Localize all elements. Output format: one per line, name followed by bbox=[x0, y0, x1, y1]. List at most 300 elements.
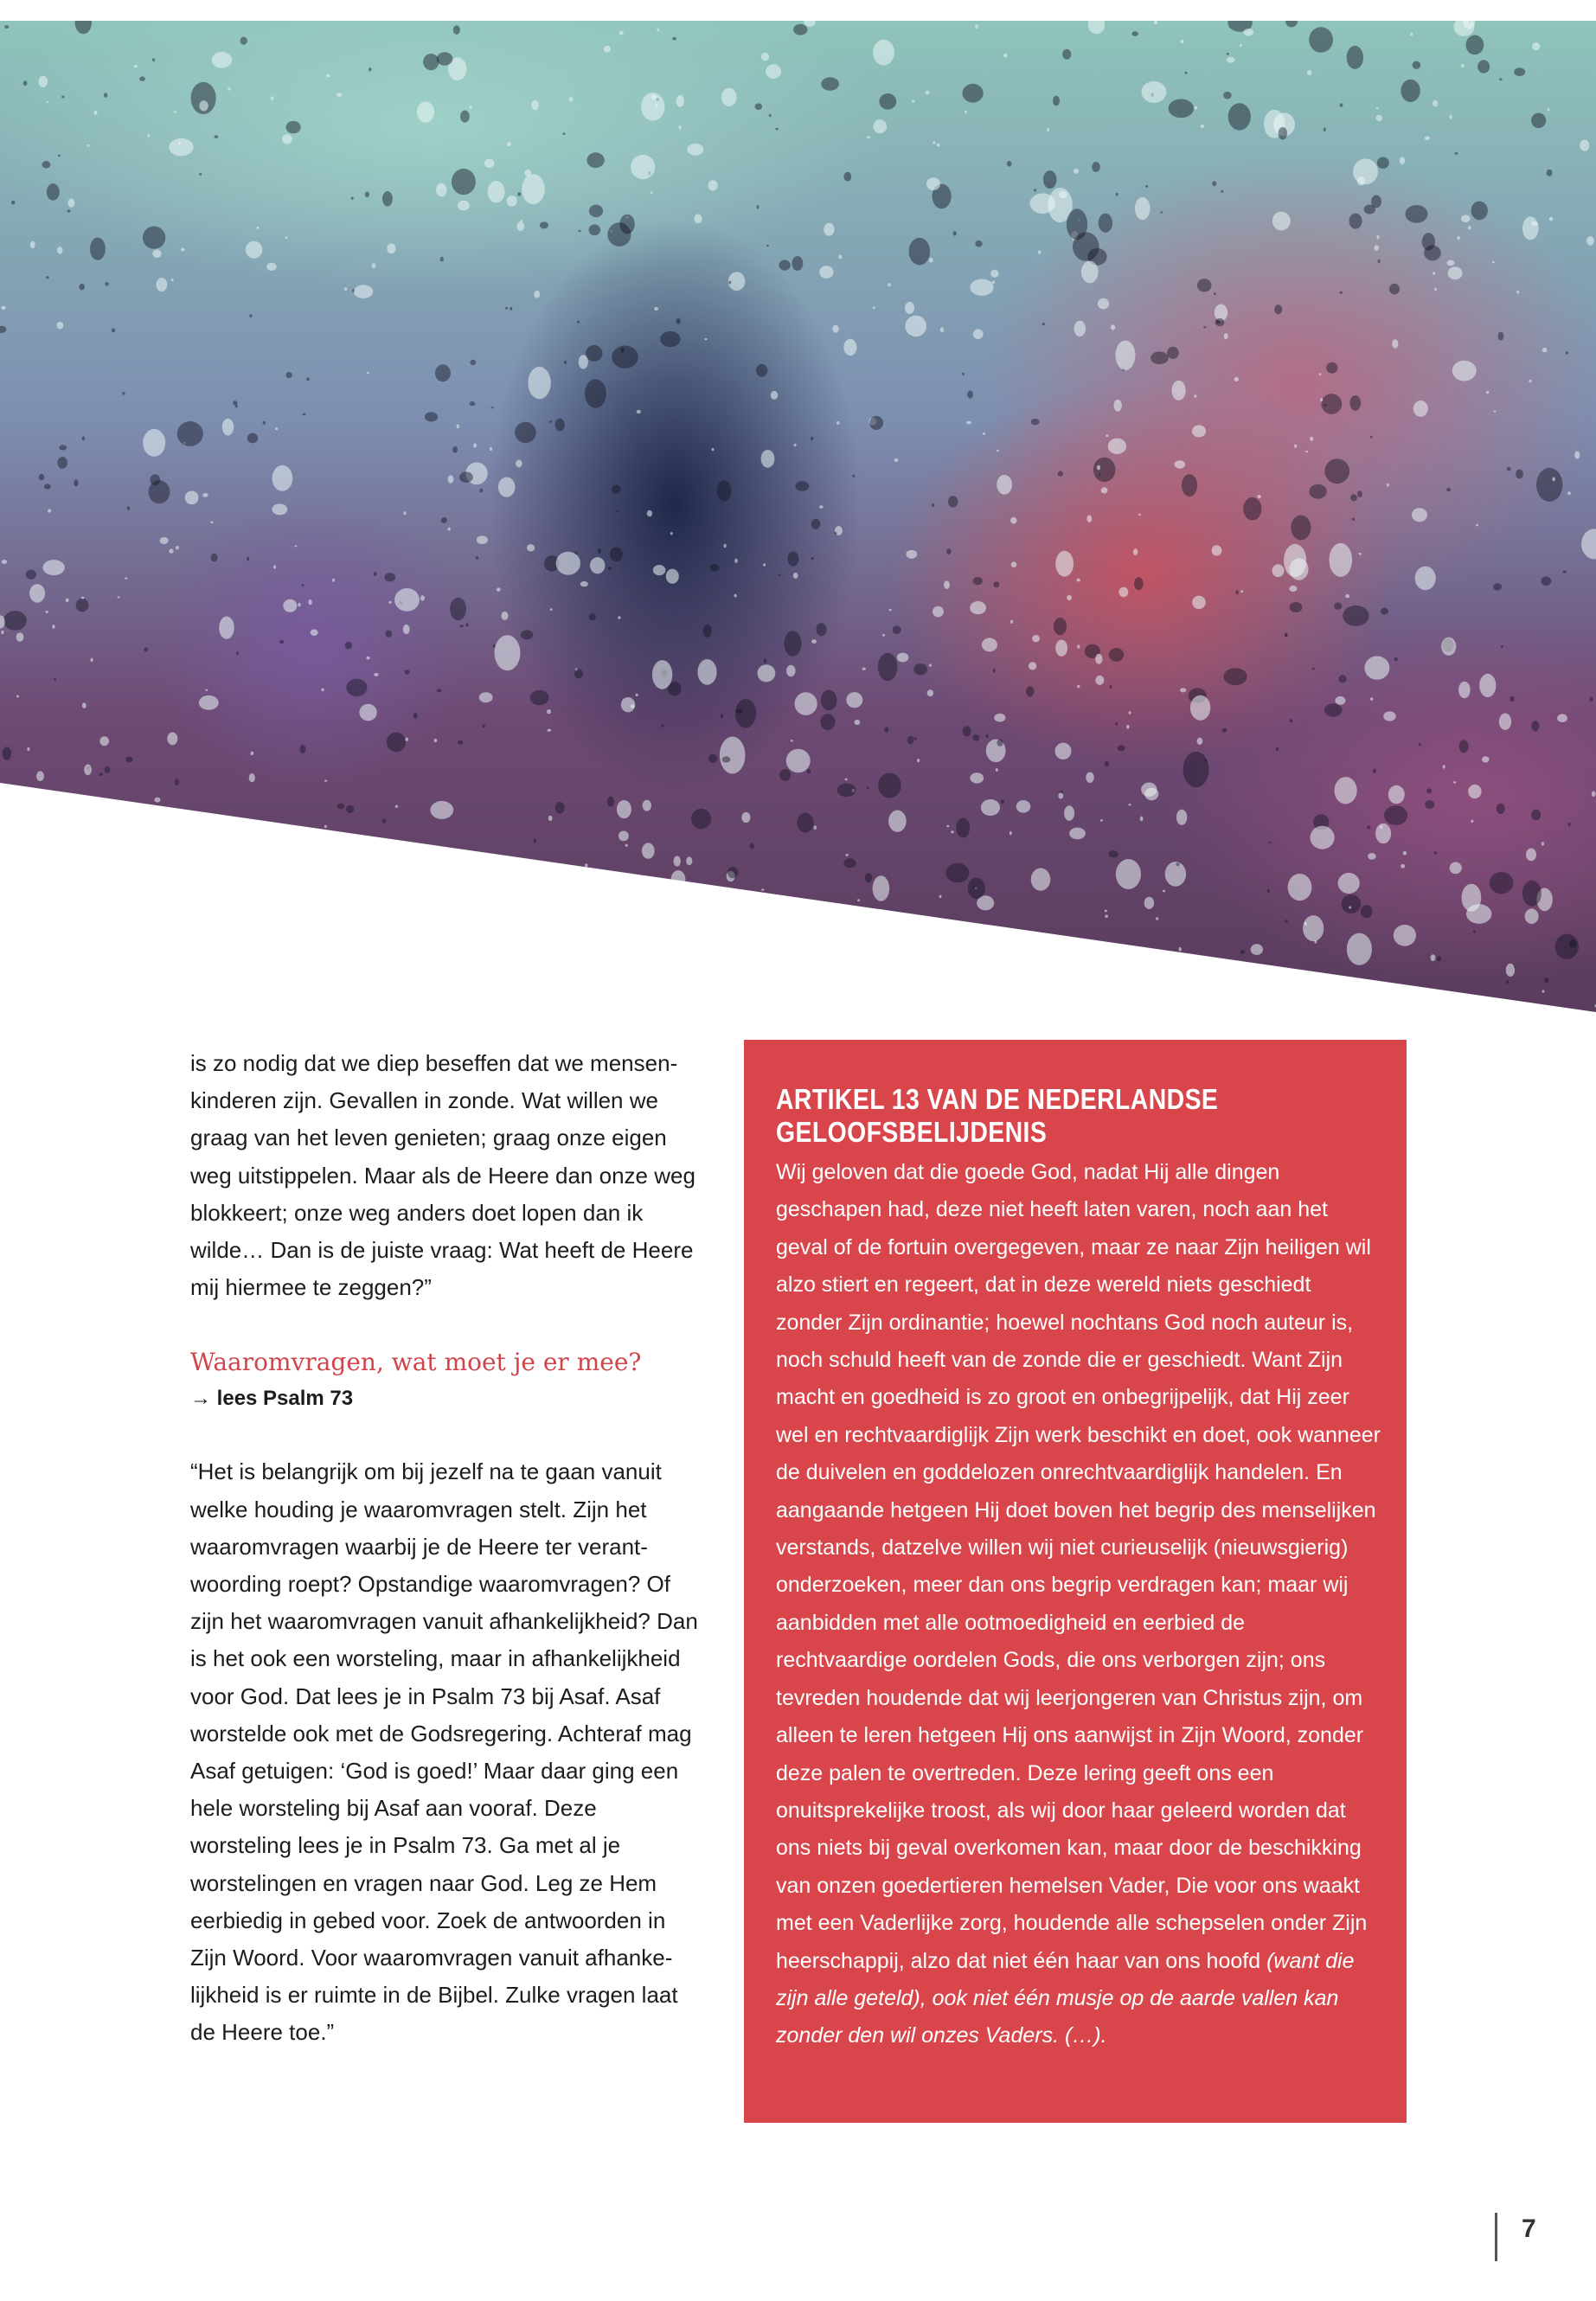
raindrop bbox=[710, 564, 720, 572]
raindrop bbox=[1043, 170, 1057, 189]
raindrop bbox=[1425, 800, 1434, 809]
raindrop bbox=[1324, 404, 1326, 407]
raindrop bbox=[67, 199, 74, 208]
raindrop bbox=[105, 282, 108, 286]
raindrop bbox=[1349, 214, 1362, 229]
raindrop bbox=[811, 990, 819, 997]
raindrop bbox=[301, 584, 304, 586]
raindrop bbox=[127, 506, 130, 510]
raindrop bbox=[294, 545, 297, 547]
raindrop bbox=[821, 689, 837, 710]
raindrop bbox=[1059, 191, 1067, 198]
raindrop bbox=[534, 839, 536, 843]
raindrop bbox=[953, 231, 957, 236]
raindrop bbox=[403, 511, 406, 515]
raindrop bbox=[417, 101, 434, 122]
raindrop bbox=[1542, 990, 1545, 993]
raindrop bbox=[1234, 377, 1239, 381]
raindrop bbox=[450, 598, 466, 620]
raindrop bbox=[11, 201, 15, 205]
raindrop bbox=[392, 951, 400, 959]
raindrop bbox=[917, 759, 920, 762]
raindrop bbox=[1335, 777, 1357, 804]
raindrop bbox=[1509, 696, 1514, 702]
raindrop bbox=[527, 544, 535, 551]
raindrop bbox=[1192, 425, 1206, 437]
raindrop bbox=[491, 407, 494, 408]
raindrop bbox=[1279, 127, 1287, 140]
raindrop bbox=[1272, 564, 1285, 577]
raindrop bbox=[1370, 697, 1374, 701]
raindrop bbox=[973, 577, 983, 585]
raindrop bbox=[867, 786, 869, 789]
raindrop bbox=[905, 302, 914, 314]
raindrop bbox=[1138, 964, 1144, 971]
left-column bbox=[190, 1045, 701, 2052]
raindrop bbox=[1359, 553, 1362, 555]
raindrop bbox=[1544, 977, 1548, 983]
raindrop bbox=[926, 963, 930, 965]
raindrop bbox=[1265, 991, 1267, 994]
raindrop bbox=[1111, 984, 1128, 998]
raindrop bbox=[1223, 92, 1231, 99]
raindrop bbox=[1376, 107, 1379, 109]
raindrop bbox=[837, 784, 856, 798]
raindrop bbox=[637, 410, 641, 413]
raindrop bbox=[465, 977, 468, 981]
raindrop bbox=[792, 256, 804, 271]
raindrop bbox=[1590, 696, 1593, 702]
raindrop bbox=[643, 800, 651, 811]
raindrop bbox=[177, 421, 203, 446]
raindrop bbox=[1074, 169, 1079, 174]
raindrop bbox=[766, 64, 781, 79]
raindrop bbox=[79, 284, 85, 290]
raindrop bbox=[76, 599, 89, 612]
raindrop bbox=[1240, 44, 1242, 47]
raindrop bbox=[907, 736, 913, 745]
raindrop bbox=[332, 579, 335, 582]
raindrop bbox=[1542, 842, 1544, 845]
raindrop bbox=[1343, 606, 1368, 626]
raindrop bbox=[395, 883, 413, 907]
raindrop bbox=[152, 249, 161, 258]
raindrop bbox=[490, 447, 492, 451]
raindrop bbox=[845, 854, 848, 856]
raindrop bbox=[367, 372, 369, 374]
raindrop bbox=[929, 664, 932, 667]
raindrop bbox=[1425, 137, 1430, 140]
raindrop bbox=[1516, 470, 1523, 479]
raindrop bbox=[654, 307, 658, 311]
raindrop bbox=[1446, 260, 1454, 266]
raindrop bbox=[1525, 908, 1539, 924]
raindrop bbox=[550, 964, 576, 997]
raindrop bbox=[12, 807, 32, 825]
raindrop bbox=[1586, 236, 1594, 246]
raindrop bbox=[1016, 800, 1031, 813]
raindrop bbox=[0, 933, 2, 935]
raindrop bbox=[1387, 484, 1389, 487]
raindrop bbox=[118, 596, 120, 598]
raindrop bbox=[516, 221, 524, 231]
raindrop bbox=[1097, 465, 1100, 471]
raindrop bbox=[470, 401, 476, 406]
raindrop bbox=[845, 779, 848, 781]
raindrop bbox=[990, 270, 998, 278]
raindrop bbox=[1243, 497, 1261, 521]
raindrop bbox=[1162, 997, 1164, 999]
raindrop bbox=[1038, 250, 1041, 254]
raindrop bbox=[621, 348, 625, 353]
raindrop bbox=[956, 818, 970, 838]
raindrop bbox=[589, 205, 603, 218]
raindrop bbox=[724, 544, 727, 548]
raindrop bbox=[448, 528, 451, 531]
raindrop bbox=[1567, 491, 1571, 495]
raindrop bbox=[0, 326, 6, 333]
raindrop bbox=[233, 401, 237, 405]
raindrop bbox=[1064, 805, 1074, 821]
raindrop bbox=[484, 159, 495, 168]
raindrop bbox=[345, 642, 352, 650]
raindrop bbox=[249, 773, 255, 782]
raindrop bbox=[1215, 318, 1225, 326]
raindrop bbox=[1016, 933, 1018, 937]
raindrop bbox=[284, 828, 288, 832]
raindrop bbox=[647, 510, 652, 516]
raindrop bbox=[1342, 894, 1362, 913]
raindrop bbox=[497, 587, 501, 592]
raindrop bbox=[1144, 897, 1154, 909]
raindrop bbox=[888, 811, 907, 832]
raindrop bbox=[244, 904, 260, 919]
raindrop bbox=[479, 489, 483, 493]
raindrop bbox=[585, 379, 606, 407]
raindrop bbox=[1100, 819, 1103, 822]
raindrop bbox=[266, 263, 276, 271]
raindrop bbox=[1074, 321, 1086, 336]
raindrop bbox=[1069, 828, 1086, 840]
raindrop bbox=[1108, 439, 1126, 454]
raindrop bbox=[484, 982, 511, 1012]
raindrop bbox=[1224, 668, 1247, 685]
raindrop bbox=[2, 560, 7, 564]
raindrop bbox=[625, 844, 628, 847]
raindrop bbox=[1381, 608, 1388, 615]
raindrop bbox=[1110, 685, 1112, 689]
raindrop bbox=[46, 101, 48, 103]
raindrop bbox=[1413, 401, 1428, 417]
raindrop bbox=[1243, 29, 1253, 36]
raindrop bbox=[589, 613, 596, 620]
raindrop bbox=[1010, 517, 1016, 524]
raindrop bbox=[1370, 436, 1373, 438]
raindrop bbox=[286, 121, 301, 133]
raindrop bbox=[1335, 696, 1345, 705]
raindrop bbox=[435, 364, 451, 381]
raindrop bbox=[1506, 964, 1515, 977]
raindrop bbox=[1541, 576, 1551, 586]
raindrop bbox=[323, 976, 332, 985]
raindrop bbox=[235, 405, 238, 408]
raindrops-layer bbox=[0, 21, 1596, 1012]
raindrop bbox=[4, 25, 9, 29]
raindrop bbox=[441, 986, 444, 990]
confession-article-box bbox=[744, 1040, 1407, 2123]
raindrop bbox=[1115, 722, 1118, 726]
raindrop bbox=[1514, 67, 1525, 76]
raindrop bbox=[1181, 40, 1184, 44]
raindrop bbox=[95, 919, 109, 939]
raindrop bbox=[1101, 487, 1108, 493]
raindrop bbox=[556, 552, 580, 575]
raindrop bbox=[795, 481, 809, 490]
raindrop bbox=[1092, 162, 1100, 172]
raindrop bbox=[412, 995, 435, 1012]
raindrop bbox=[470, 106, 472, 109]
raindrop bbox=[1424, 245, 1441, 260]
raindrop bbox=[1471, 820, 1473, 823]
raindrop bbox=[1526, 849, 1536, 862]
raindrop bbox=[1433, 272, 1435, 275]
raindrop bbox=[616, 510, 619, 512]
raindrop bbox=[711, 954, 727, 965]
raindrop bbox=[1099, 214, 1112, 233]
raindrop bbox=[1349, 395, 1361, 411]
raindrop bbox=[1026, 686, 1034, 696]
raindrop bbox=[1406, 205, 1428, 223]
raindrop bbox=[607, 222, 631, 247]
raindrop bbox=[579, 230, 581, 232]
raindrop bbox=[434, 739, 438, 742]
raindrop bbox=[1507, 467, 1511, 471]
raindrop bbox=[199, 695, 219, 710]
raindrop bbox=[764, 658, 767, 663]
raindrop bbox=[498, 478, 516, 497]
raindrop bbox=[993, 669, 996, 672]
raindrop bbox=[1036, 952, 1042, 956]
raindrop bbox=[1522, 216, 1539, 240]
raindrop bbox=[1225, 965, 1227, 968]
raindrop bbox=[430, 801, 453, 819]
raindrop bbox=[1401, 80, 1420, 102]
raindrop bbox=[205, 689, 208, 691]
raindrop bbox=[405, 738, 408, 741]
raindrop bbox=[865, 873, 872, 882]
raindrop bbox=[26, 570, 36, 580]
raindrop bbox=[505, 307, 508, 310]
raindrop bbox=[679, 125, 682, 129]
raindrop bbox=[1105, 761, 1109, 767]
raindrop bbox=[973, 329, 984, 339]
raindrop bbox=[1190, 695, 1210, 721]
raindrop bbox=[324, 825, 327, 829]
raindrop bbox=[1055, 551, 1074, 577]
raindrop bbox=[674, 856, 681, 867]
raindrop bbox=[1506, 980, 1509, 984]
raindrop bbox=[618, 616, 620, 619]
section-subheading: Waaromvragen, wat moet je er mee? bbox=[190, 1348, 642, 1377]
raindrop bbox=[1062, 49, 1071, 60]
raindrop bbox=[1116, 193, 1118, 196]
raindrop bbox=[1058, 792, 1063, 798]
raindrop bbox=[994, 581, 1000, 587]
raindrop bbox=[246, 241, 262, 259]
raindrop bbox=[38, 1006, 48, 1012]
raindrop bbox=[791, 740, 793, 741]
raindrop bbox=[531, 100, 538, 111]
raindrop bbox=[937, 144, 940, 147]
raindrop bbox=[579, 355, 588, 369]
raindrop bbox=[843, 858, 856, 868]
raindrop bbox=[721, 714, 723, 718]
raindrop bbox=[824, 223, 834, 236]
raindrop bbox=[359, 704, 376, 721]
raindrop bbox=[691, 920, 696, 926]
raindrop bbox=[589, 224, 601, 235]
raindrop bbox=[975, 240, 982, 247]
raindrop bbox=[1133, 548, 1138, 555]
raindrop bbox=[1267, 889, 1270, 893]
raindrop bbox=[144, 647, 148, 651]
raindrop bbox=[1389, 284, 1400, 295]
raindrop bbox=[151, 474, 161, 485]
raindrop bbox=[1095, 676, 1104, 685]
raindrop bbox=[1, 631, 3, 634]
raindrop bbox=[1204, 759, 1207, 761]
raindrop bbox=[1516, 291, 1519, 294]
raindrop bbox=[1493, 583, 1502, 590]
raindrop bbox=[586, 152, 604, 168]
raindrop bbox=[434, 855, 445, 863]
raindrop bbox=[255, 852, 265, 865]
raindrop bbox=[793, 573, 798, 579]
raindrop bbox=[652, 660, 672, 689]
raindrop bbox=[218, 986, 221, 990]
raindrop bbox=[1031, 419, 1040, 425]
raindrop bbox=[562, 132, 565, 135]
reference-text: lees Psalm 73 bbox=[216, 1387, 354, 1411]
raindrop bbox=[787, 551, 798, 566]
raindrop bbox=[1549, 217, 1553, 221]
raindrop bbox=[590, 557, 605, 574]
raindrop bbox=[1466, 904, 1491, 924]
raindrop bbox=[834, 532, 837, 535]
raindrop bbox=[838, 255, 842, 260]
raindrop bbox=[734, 594, 737, 598]
raindrop bbox=[769, 114, 772, 117]
raindrop bbox=[1305, 451, 1308, 452]
raindrop bbox=[997, 739, 1003, 747]
raindrop bbox=[686, 856, 692, 865]
raindrop bbox=[638, 907, 644, 912]
raindrop bbox=[420, 595, 425, 600]
raindrop bbox=[540, 221, 548, 228]
raindrop bbox=[1160, 211, 1163, 213]
raindrop bbox=[75, 21, 92, 34]
raindrop bbox=[1340, 103, 1343, 107]
raindrop bbox=[926, 91, 930, 95]
raindrop bbox=[374, 572, 377, 576]
raindrop bbox=[1145, 185, 1148, 188]
raindrop bbox=[717, 480, 732, 501]
raindrop bbox=[946, 548, 952, 554]
raindrop bbox=[441, 517, 447, 523]
raindrop bbox=[981, 799, 1000, 816]
raindrop bbox=[1376, 115, 1382, 122]
raindrop bbox=[1140, 817, 1144, 822]
raindrop bbox=[1274, 304, 1282, 314]
raindrop bbox=[176, 546, 179, 549]
raindrop bbox=[697, 659, 716, 685]
raindrop bbox=[47, 183, 60, 201]
raindrop bbox=[555, 419, 565, 432]
raindrop bbox=[337, 93, 342, 97]
raindrop bbox=[228, 87, 230, 91]
raindrop bbox=[983, 433, 985, 435]
raindrop bbox=[44, 484, 51, 489]
raindrop bbox=[884, 727, 888, 732]
raindrop bbox=[17, 1003, 20, 1007]
raindrop bbox=[547, 709, 551, 714]
raindrop bbox=[1197, 279, 1212, 292]
raindrop bbox=[1053, 96, 1060, 106]
raindrop bbox=[311, 629, 318, 636]
raindrop bbox=[437, 689, 442, 692]
raindrop bbox=[167, 733, 177, 746]
raindrop bbox=[1338, 675, 1346, 683]
raindrop bbox=[795, 692, 817, 715]
raindrop bbox=[1228, 103, 1251, 130]
raindrop bbox=[157, 278, 168, 292]
raindrop bbox=[666, 901, 672, 910]
raindrop bbox=[1309, 484, 1326, 499]
raindrop bbox=[1067, 595, 1072, 600]
raindrop bbox=[1446, 488, 1451, 492]
raindrop bbox=[82, 702, 87, 708]
raindrop bbox=[104, 93, 107, 98]
raindrop bbox=[1288, 874, 1312, 901]
raindrop bbox=[963, 84, 984, 103]
raindrop bbox=[641, 93, 664, 120]
raindrop bbox=[1566, 351, 1568, 354]
raindrop bbox=[873, 306, 875, 309]
raindrop bbox=[1350, 494, 1357, 501]
raindrop bbox=[728, 281, 731, 285]
raindrop bbox=[811, 639, 817, 644]
raindrop bbox=[39, 474, 45, 481]
raindrop bbox=[1116, 341, 1136, 370]
raindrop bbox=[1580, 140, 1589, 151]
raindrop bbox=[821, 77, 839, 90]
raindrop bbox=[974, 934, 990, 958]
raindrop bbox=[720, 737, 746, 774]
raindrop bbox=[1531, 810, 1541, 821]
raindrop bbox=[1324, 127, 1326, 131]
raindrop bbox=[1303, 915, 1324, 941]
raindrop bbox=[495, 635, 521, 670]
raindrop bbox=[832, 325, 838, 333]
raindrop bbox=[470, 360, 476, 365]
raindrop bbox=[666, 569, 679, 584]
raindrop bbox=[676, 95, 684, 107]
raindrop bbox=[1373, 768, 1376, 773]
raindrop bbox=[212, 52, 232, 68]
raindrop bbox=[1450, 862, 1462, 875]
raindrop bbox=[1088, 21, 1106, 34]
raindrop bbox=[604, 46, 611, 53]
